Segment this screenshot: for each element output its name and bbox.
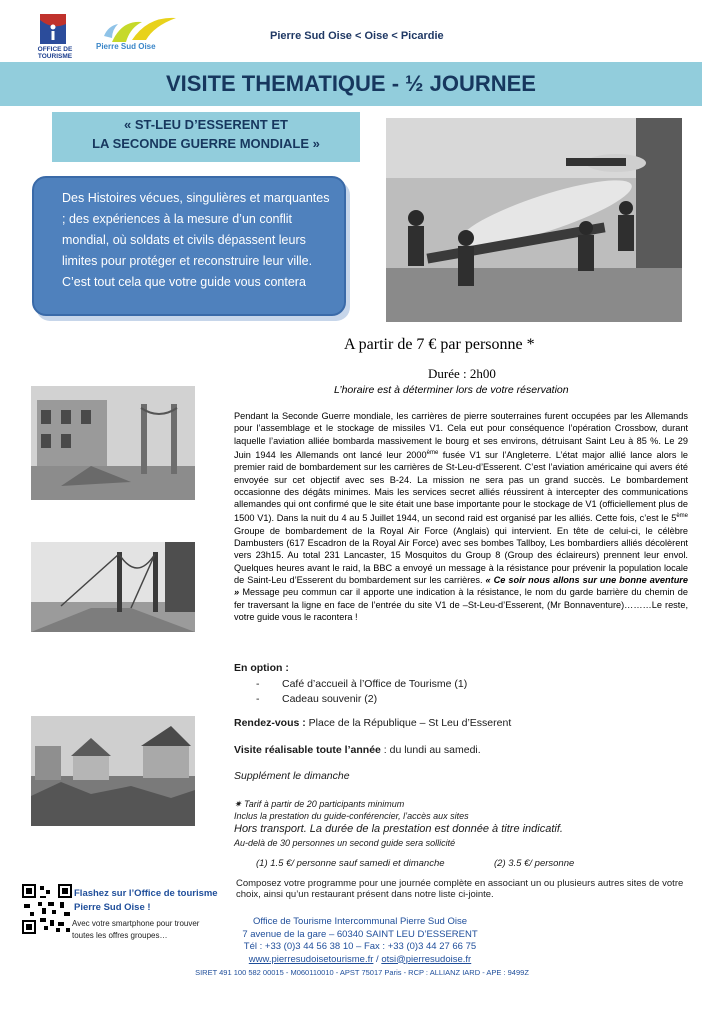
- duration: Durée : 2h00: [428, 366, 496, 381]
- pierre-sud-oise-logo: [92, 12, 184, 60]
- subtitle: [52, 115, 360, 153]
- sunday-supplement: Supplément le dimanche: [234, 770, 350, 782]
- flash-text: Avec votre smartphone pour trouver toutes les offres groupes…: [72, 919, 200, 940]
- footer-address: 7 avenue de la gare – 60340 SAINT LEU D’ESSERENT: [242, 928, 478, 940]
- subtitle-line-2: LA SECONDE GUERRE MONDIALE »: [92, 136, 320, 151]
- footer-contact: Office de Tourisme Intercommunal Pierre Sud Oise 7 avenue de la gare – 60340 SAINT LEU D’ESSERENT Tél : +33 (0)3 44 56 38 10 – Fax : +33 (0)3 44 27 66 75 www.pierresudoisetourisme.fr / otsi@pierresudoise.fr: [170, 916, 550, 966]
- subtitle-line-1: « ST-LEU D’ESSERENT ET: [124, 117, 288, 132]
- history-text: Pendant la Seconde Guerre mondiale, les carrières de pierre souterraines furent occupées par les Allemands pour l’assemblage et le stockage de missiles V1. Cela eut pour conséquence l’opération Crossbow, durant laquelle l’aviation alliée bombarda massivement le bourg et ses environs, détruisant Saint Leu à 85 %. Le 29 Juin 1944 les Allemands ont lancé leur 2000ème fusée V1 sur l’Angleterre. L’état major allié lance alors le premier raid de bombardement sur les carrières de St-Leu-d’Esserent. C’est l’aviation américaine qui avers été envoyée sur cet objectif avec ses B-24. La mission ne sera pas un grand succès. Le bombardement occasionne des dégâts minimes. Mais les services secret alliés réussirent à intercepter des communications allemandes qui ont confirmé que le site était une base importante pour le stockage de V1 (officiellement plus de 1500 V1). Dans la nuit du 4 au 5 Juillet 1944, un second raid est organisé par les alliés. Cette fois, c’est le 5ème Groupe de bombardement de la Royal Air Force (Anglais) qui intervient. En tête de celui-ci, le célèbre Dambusters (617 Escadron de la Royal Air Force) avec ses bombes Tallboy, Les bombardiers alliés décolèrent vers 23h15. Au total 231 Lancaster, 15 Mosquitos du Group 8 (Group des éclaireurs) prennent leur envol. Quelques heures avant le raid, la BBC a envoyé un message à la résistance pour prévenir la population locale de Saint-Leu d’Esserent du bombardement sur les carrières. « Ce soir nous allons sur une bonne aventure » Message peu commun car il apporte une indication à la résistance, le nom du garde barrière du chemin de fer traversant la ligne en face de l’entrée du site V1 de –St-Leu-d’Esserent, (Mr Bonnaventure)………Le reste, votre guide vous le racontera !: [234, 411, 688, 622]
- schedule-note: L’horaire est à déterminer lors de votre réservation: [334, 384, 569, 396]
- options-title: En option :: [234, 662, 289, 674]
- logo-ot-text: OFFICE DE TOURISME: [37, 46, 73, 60]
- tarif-line-4: Au-delà de 30 personnes un second guide sera sollicité: [234, 838, 456, 848]
- option-item: - Café d’accueil à l’Office de Tourisme (1): [256, 677, 467, 692]
- option-item: - Cadeau souvenir (2): [256, 692, 467, 707]
- availability: Visite réalisable toute l’année : du lundi au samedi.: [234, 744, 481, 756]
- logo-pso-text: Pierre Sud Oise: [96, 42, 156, 51]
- email-link[interactable]: otsi@pierresudoise.fr: [381, 953, 472, 965]
- destroyed-houses-photo: [31, 716, 195, 826]
- page-title: VISITE THEMATIQUE - ½ JOURNEE: [166, 71, 536, 96]
- option-price-1: (1) 1.5 €/ personne sauf samedi et dimanche: [256, 858, 445, 869]
- suspension-bridge-photo: [31, 542, 195, 632]
- qr-code[interactable]: [22, 884, 72, 934]
- ruined-building-photo: [31, 386, 195, 500]
- footer-org: Office de Tourisme Intercommunal Pierre Sud Oise: [252, 916, 468, 927]
- options-list: [256, 677, 467, 707]
- tarif-line-3: Hors transport. La durée de la prestation est donnée à titre indicatif.: [234, 823, 563, 835]
- compose-note: Composez votre programme pour une journée complète en associant un ou plusieurs autres sites de votre choix, ainsi qu’un restaurant présent dans notre liste ci-jointe.: [236, 878, 684, 900]
- siret-info: SIRET 491 100 582 00015 - M060110010 - APST 75017 Paris - RCP : ALLIANZ IARD - APE : 9499Z: [195, 968, 529, 977]
- breadcrumb: Pierre Sud Oise < Oise < Picardie: [270, 30, 444, 42]
- tarif-line-1: ✷ Tarif à partir de 20 participants minimum: [234, 799, 405, 809]
- website-link[interactable]: www.pierresudoisetourisme.fr: [248, 953, 374, 965]
- intro-text: Des Histoires vécues, singulières et marquantes ; des expériences à la mesure d’un conflit mondial, où soldats et civils dépassent leurs limites pour protéger et reconstruire leur ville. C’est tout cela que votre guide vous contera: [62, 191, 330, 289]
- flash-title: Flashez sur l’Office de tourisme Pierre Sud Oise !: [74, 888, 218, 913]
- meeting-point: Rendez-vous : Place de la République – St Leu d’Esserent: [234, 717, 512, 729]
- v1-missile-photo: [386, 118, 682, 322]
- option-price-2: (2) 3.5 €/ personne: [494, 858, 575, 869]
- footer-phone: Tél : +33 (0)3 44 56 38 10 – Fax : +33 (0)3 44 27 66 75: [243, 941, 477, 952]
- price: A partir de 7 € par personne *: [344, 336, 535, 353]
- tarif-line-2: Inclus la prestation du guide-conférencier, l’accès aux sites: [234, 811, 469, 821]
